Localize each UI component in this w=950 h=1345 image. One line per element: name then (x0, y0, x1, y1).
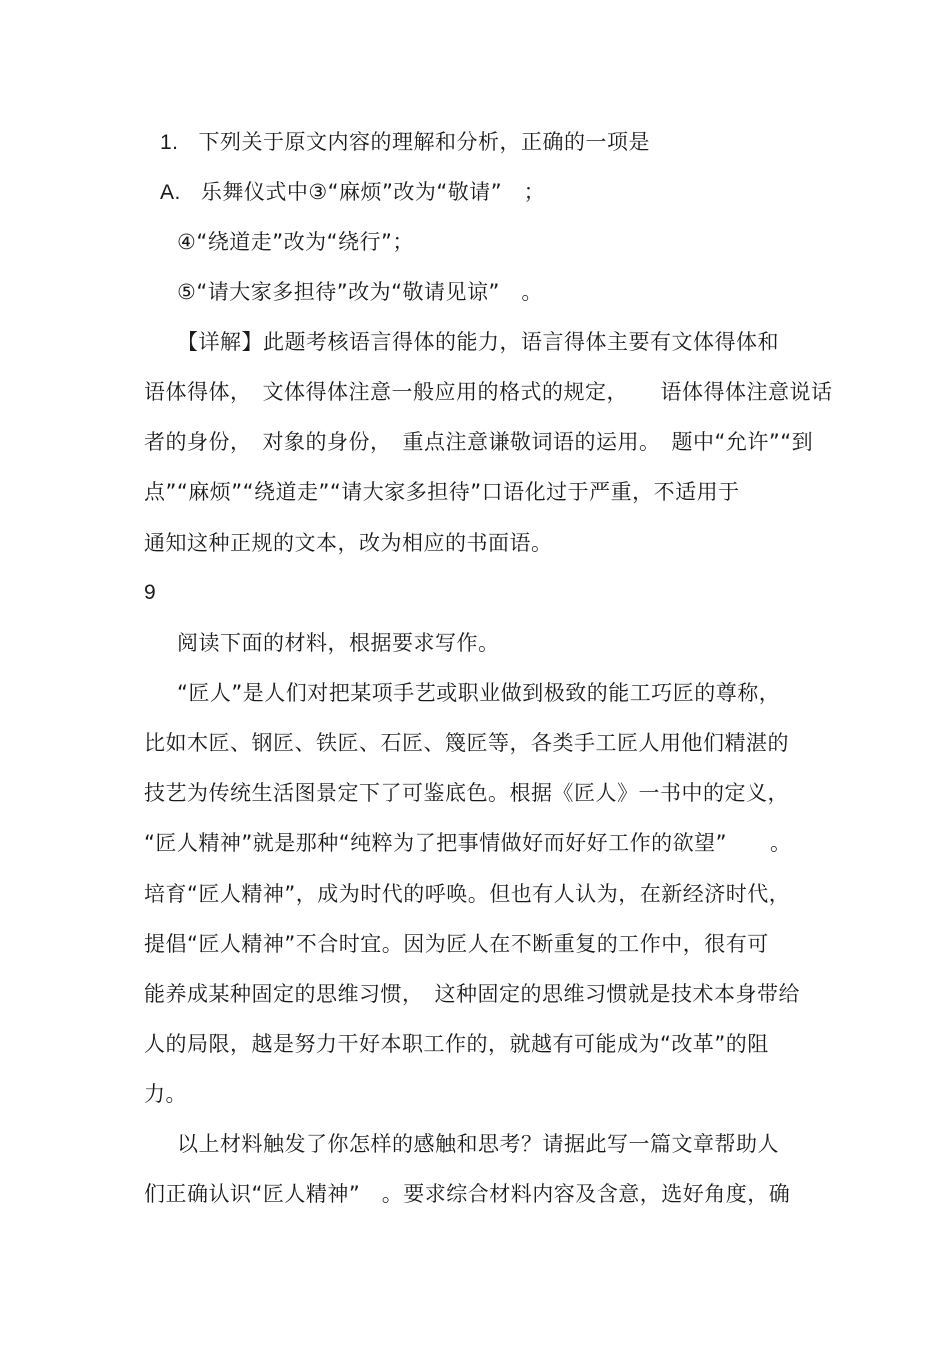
option-a-line-3: ⑤“请大家多担待”改为“敬请见谅” 。 (177, 280, 543, 304)
option-a-line-2: ④“绕道走”改为“绕行”； (177, 230, 414, 254)
option-a-line (160, 177, 545, 208)
essay-intro: 阅读下面的材料，根据要求写作。 (177, 631, 500, 655)
explanation-line-1: 【详解】此题考核语言得体的能力，语言得体主要有文体得体和 (177, 330, 779, 354)
explanation-line-3: 者的身份， 对象的身份， 重点注意谦敬词语的运用。 题中“允许”“到 (144, 430, 814, 454)
question-line (160, 127, 650, 158)
material-line-6: 提倡“匠人精神”不合时宜。因为匠人在不断重复的工作中，很有可 (144, 932, 769, 956)
question-number: 1. (160, 131, 179, 154)
requirement-line-1: 以上材料触发了你怎样的感触和思考？请据此写一篇文章帮助人 (177, 1132, 779, 1156)
material-line-8: 人的局限，越是努力干好本职工作的，就越有可能成为“改革”的阻 (144, 1032, 769, 1056)
material-line-5: 培育“匠人精神”，成为时代的呼唤。但也有人认为，在新经济时代， (144, 882, 791, 906)
material-line-2: 比如木匠、钢匠、铁匠、石匠、篾匠等，各类手工匠人用他们精湛的 (144, 731, 789, 755)
material-line-1: “匠人”是人们对把某项手艺或职业做到极致的能工巧匠的尊称， (177, 681, 781, 705)
material-line-3: 技艺为传统生活图景定下了可鉴底色。根据《匠人》一书中的定义， (144, 781, 789, 805)
material-line-9: 力。 (144, 1082, 187, 1106)
explanation-line-2: 语体得体， 文体得体注意一般应用的格式的规定， 语体得体注意说话 (144, 380, 833, 404)
option-a-text: 乐舞仪式中③“麻烦”改为“敬请” ； (200, 180, 546, 204)
material-line-7: 能养成某种固定的思维习惯， 这种固定的思维习惯就是技术本身带给 (144, 982, 800, 1006)
question-text: 下列关于原文内容的理解和分析，正确的一项是 (198, 130, 651, 154)
option-a-label: A. (160, 181, 181, 204)
requirement-line-2: 们正确认识“匠人精神” 。要求综合材料内容及含意，选好角度，确 (144, 1182, 791, 1206)
explanation-line-4: 点”“麻烦”“绕道走”“请大家多担待”口语化过于严重，不适用于 (144, 480, 740, 504)
section-number: 9 (144, 581, 157, 604)
material-line-4: “匠人精神”就是那种“纯粹为了把事情做好而好好工作的欲望” 。 (144, 831, 792, 855)
explanation-line-5: 通知这种正规的文本，改为相应的书面语。 (144, 531, 553, 555)
